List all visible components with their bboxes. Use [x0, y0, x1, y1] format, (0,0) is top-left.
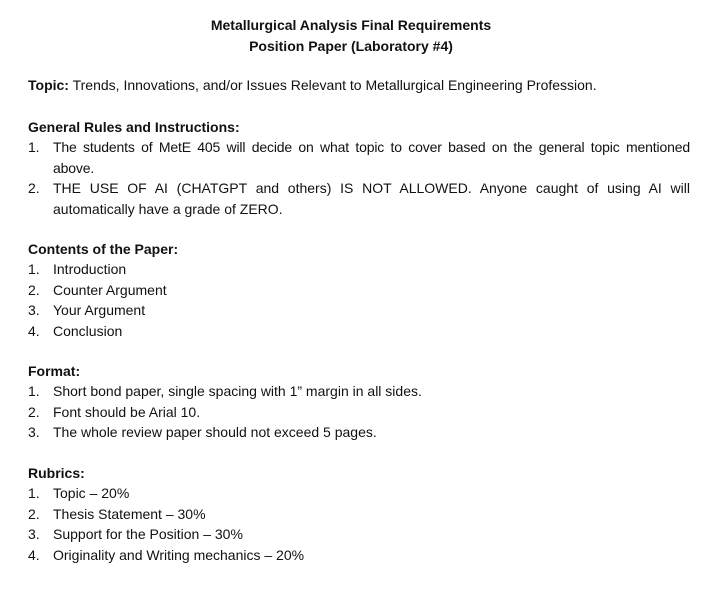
list-item: [28, 402, 690, 423]
rubrics-section: [28, 463, 690, 565]
list-item-number: 1.: [28, 139, 40, 155]
list-item-number: 2.: [28, 403, 40, 420]
list-item-text: Conclusion: [53, 322, 123, 339]
list-item-text: Thesis Statement – 30%: [53, 505, 206, 522]
list-item-text: Support for the Position – 30%: [53, 526, 243, 542]
list-item-number: 1.: [28, 261, 40, 277]
list-item-text: Introduction: [53, 261, 127, 277]
list-item-number: 3.: [28, 302, 40, 318]
list-item-number: 1.: [28, 383, 40, 399]
list-item-number: 1.: [28, 485, 40, 501]
list-item-number: 2.: [28, 505, 40, 522]
list-item: [28, 483, 690, 504]
topic-line: [28, 75, 698, 95]
rubrics-heading: Rubrics:: [28, 465, 85, 481]
format-section: [28, 361, 690, 443]
general-rules-section: [28, 117, 690, 219]
list-item-text: The students of MetE 405 will decide on what topic to cover based on the general topic mentioned above.: [53, 139, 690, 176]
title-line-1: Metallurgical Analysis Final Requirements: [210, 17, 492, 33]
list-item: [28, 381, 690, 402]
list-item: [28, 524, 690, 545]
list-item-text: Originality and Writing mechanics – 20%: [53, 546, 305, 563]
contents-heading: Contents of the Paper:: [28, 241, 179, 257]
list-item: [28, 545, 690, 566]
list-item-number: 2.: [28, 180, 40, 196]
list-item: [28, 321, 690, 342]
general-rules-heading: General Rules and Instructions:: [28, 119, 240, 135]
list-item-text: THE USE OF AI (CHATGPT and others) IS NOT ALLOWED. Anyone caught of using AI will automatically have a grade of ZERO.: [53, 180, 690, 217]
format-heading: Format:: [28, 363, 81, 379]
contents-section: [28, 239, 690, 341]
list-item: [28, 422, 690, 443]
list-item: [28, 137, 690, 178]
list-item: [28, 178, 690, 219]
list-item-number: 4.: [28, 546, 40, 563]
list-item-number: 3.: [28, 424, 40, 440]
list-item-number: 3.: [28, 526, 40, 542]
list-item-text: The whole review paper should not exceed 5 pages.: [53, 424, 377, 440]
list-item-text: Your Argument: [53, 302, 146, 318]
list-item: [28, 504, 690, 525]
rubrics-list: [28, 483, 690, 565]
list-item-text: Font should be Arial 10.: [53, 403, 201, 420]
list-item-number: 2.: [28, 281, 40, 298]
list-item: [28, 280, 690, 301]
topic-label: Topic:: [28, 77, 69, 93]
title-line-2: Position Paper (Laboratory #4): [249, 38, 453, 54]
topic-text: Trends, Innovations, and/or Issues Relevant to Metallurgical Engineering Profession.: [72, 77, 597, 93]
list-item: [28, 259, 690, 280]
list-item-text: Short bond paper, single spacing with 1” margin in all sides.: [53, 383, 422, 399]
format-list: [28, 381, 690, 443]
list-item-text: Counter Argument: [53, 281, 167, 298]
list-item: [28, 300, 690, 321]
list-item-text: Topic – 20%: [53, 485, 130, 501]
document-title: [0, 15, 702, 57]
general-rules-list: [28, 137, 690, 219]
contents-list: [28, 259, 690, 341]
list-item-number: 4.: [28, 322, 40, 339]
